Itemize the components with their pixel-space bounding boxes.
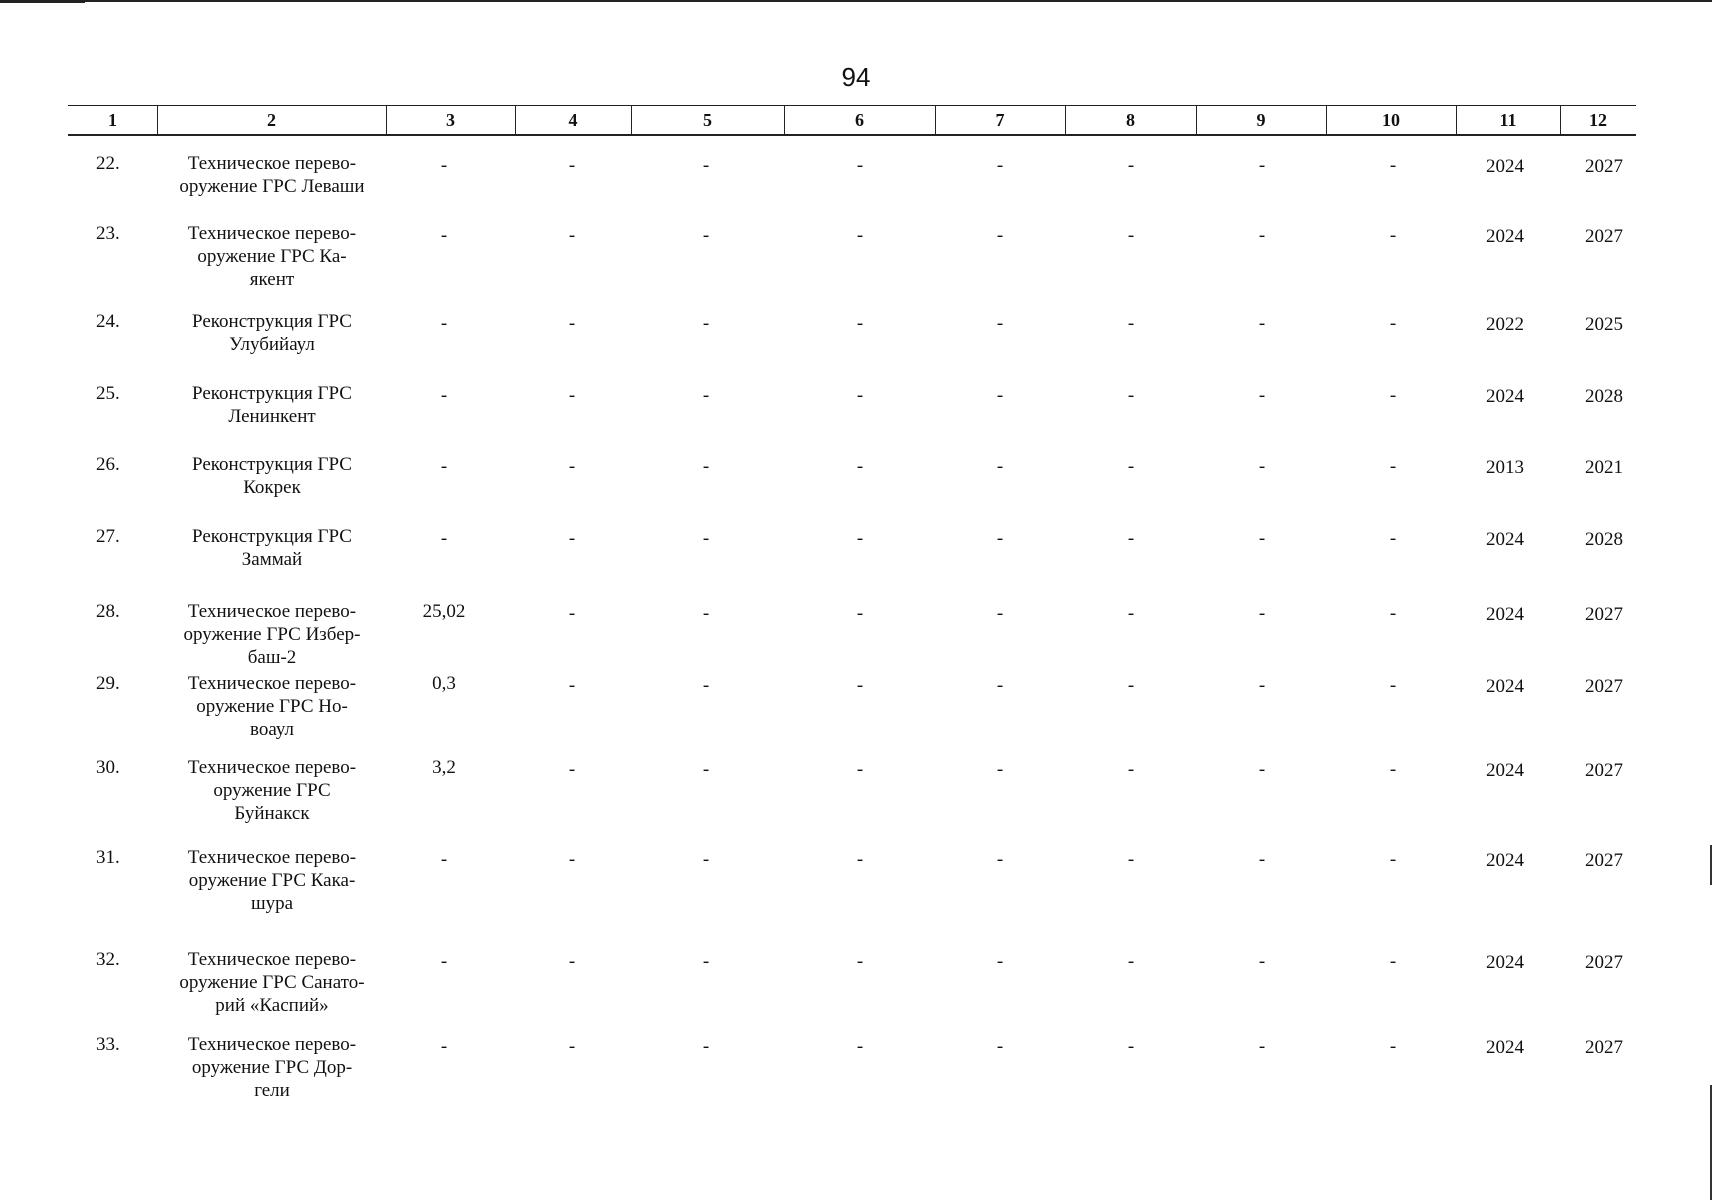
object-name-line: Реконструкция ГРС xyxy=(192,454,352,475)
value-c6: - xyxy=(856,313,864,334)
scan-top-line xyxy=(0,0,1712,2)
object-name-line: шура xyxy=(250,893,294,914)
value-c3: 3,2 xyxy=(432,757,456,778)
value-c8: - xyxy=(1127,759,1135,780)
value-c4: - xyxy=(568,675,576,696)
column-divider xyxy=(386,106,387,134)
column-divider xyxy=(515,106,516,134)
value-c12: 2028 xyxy=(1585,386,1623,407)
value-c11: 2024 xyxy=(1486,952,1524,973)
value-c10: - xyxy=(1389,849,1397,870)
column-divider xyxy=(1456,106,1457,134)
column-header-3: 3 xyxy=(446,110,455,130)
value-c3: - xyxy=(440,155,448,176)
value-c3: - xyxy=(440,1036,448,1057)
object-name-line: рий «Каспий» xyxy=(215,995,329,1016)
value-c11: 2024 xyxy=(1486,1037,1524,1058)
value-c5: - xyxy=(702,313,710,334)
object-name xyxy=(162,600,382,669)
object-name xyxy=(162,382,382,428)
row-number: 29. xyxy=(96,673,120,694)
value-c4: - xyxy=(568,603,576,624)
value-c4: - xyxy=(568,759,576,780)
object-name-line: оружение ГРС Леваши xyxy=(179,176,365,197)
value-c7: - xyxy=(996,528,1004,549)
value-c7: - xyxy=(996,456,1004,477)
value-c11: 2013 xyxy=(1486,457,1524,478)
object-name-line: оружение ГРС Санато- xyxy=(179,972,365,993)
object-name-line: Техническое перево- xyxy=(187,757,357,778)
value-c9: - xyxy=(1258,385,1266,406)
column-header-5: 5 xyxy=(703,110,712,130)
value-c10: - xyxy=(1389,155,1397,176)
object-name xyxy=(162,672,382,741)
value-c7: - xyxy=(996,313,1004,334)
value-c10: - xyxy=(1389,951,1397,972)
value-c3: - xyxy=(440,225,448,246)
value-c6: - xyxy=(856,603,864,624)
value-c3: - xyxy=(440,456,448,477)
object-name-line: Техническое перево- xyxy=(187,601,357,622)
object-name-line: гели xyxy=(254,1080,290,1101)
column-divider xyxy=(935,106,936,134)
value-c6: - xyxy=(856,951,864,972)
value-c5: - xyxy=(702,1036,710,1057)
value-c3: 0,3 xyxy=(432,673,456,694)
value-c7: - xyxy=(996,603,1004,624)
object-name xyxy=(162,756,382,825)
object-name-line: Реконструкция ГРС xyxy=(192,526,352,547)
row-number: 30. xyxy=(96,757,120,778)
value-c3: 25,02 xyxy=(422,601,466,622)
value-c8: - xyxy=(1127,675,1135,696)
value-c5: - xyxy=(702,528,710,549)
value-c9: - xyxy=(1258,313,1266,334)
object-name-line: Техническое перево- xyxy=(187,847,357,868)
object-name-line: Реконструкция ГРС xyxy=(192,311,352,332)
value-c4: - xyxy=(568,155,576,176)
column-header-8: 8 xyxy=(1126,110,1135,130)
value-c5: - xyxy=(702,675,710,696)
object-name-line: оружение ГРС xyxy=(213,780,331,801)
value-c7: - xyxy=(996,759,1004,780)
column-header-2: 2 xyxy=(267,110,276,130)
column-divider xyxy=(1560,106,1561,134)
object-name xyxy=(162,152,382,198)
value-c5: - xyxy=(702,759,710,780)
value-c8: - xyxy=(1127,603,1135,624)
object-name-line: Техническое перево- xyxy=(187,949,357,970)
value-c6: - xyxy=(856,1036,864,1057)
value-c3: - xyxy=(440,313,448,334)
value-c11: 2024 xyxy=(1486,850,1524,871)
value-c11: 2024 xyxy=(1486,226,1524,247)
value-c10: - xyxy=(1389,528,1397,549)
value-c12: 2027 xyxy=(1585,226,1623,247)
object-name-line: Буйнакск xyxy=(234,803,310,824)
value-c8: - xyxy=(1127,385,1135,406)
value-c12: 2025 xyxy=(1585,314,1623,335)
value-c12: 2028 xyxy=(1585,529,1623,550)
object-name xyxy=(162,310,382,356)
value-c9: - xyxy=(1258,155,1266,176)
value-c9: - xyxy=(1258,528,1266,549)
value-c7: - xyxy=(996,951,1004,972)
column-header-7: 7 xyxy=(995,110,1005,130)
value-c7: - xyxy=(996,675,1004,696)
value-c6: - xyxy=(856,675,864,696)
value-c5: - xyxy=(702,456,710,477)
value-c8: - xyxy=(1127,849,1135,870)
value-c6: - xyxy=(856,528,864,549)
column-divider xyxy=(1196,106,1197,134)
object-name-line: Техническое перево- xyxy=(187,223,357,244)
object-name-line: Заммай xyxy=(241,549,303,570)
column-divider xyxy=(1326,106,1327,134)
value-c6: - xyxy=(856,155,864,176)
table-header-row xyxy=(68,105,1636,136)
value-c12: 2027 xyxy=(1585,676,1623,697)
value-c10: - xyxy=(1389,1036,1397,1057)
column-divider xyxy=(631,106,632,134)
value-c3: - xyxy=(440,951,448,972)
row-number: 33. xyxy=(96,1034,120,1055)
column-divider xyxy=(1065,106,1066,134)
row-number: 25. xyxy=(96,383,120,404)
column-header-11: 11 xyxy=(1499,110,1517,130)
object-name-line: Ленинкент xyxy=(228,406,316,427)
object-name xyxy=(162,948,382,1017)
scan-top-line-thick xyxy=(0,0,85,3)
value-c9: - xyxy=(1258,759,1266,780)
value-c12: 2027 xyxy=(1585,850,1623,871)
value-c12: 2027 xyxy=(1585,760,1623,781)
value-c9: - xyxy=(1258,603,1266,624)
value-c4: - xyxy=(568,849,576,870)
value-c8: - xyxy=(1127,456,1135,477)
object-name-line: оружение ГРС Дор- xyxy=(191,1057,353,1078)
value-c10: - xyxy=(1389,603,1397,624)
value-c12: 2027 xyxy=(1585,156,1623,177)
value-c3: - xyxy=(440,849,448,870)
value-c3: - xyxy=(440,385,448,406)
object-name xyxy=(162,525,382,571)
row-number: 32. xyxy=(96,949,120,970)
value-c5: - xyxy=(702,603,710,624)
row-number: 31. xyxy=(96,847,120,868)
object-name-line: Улубийаул xyxy=(229,334,315,355)
value-c11: 2024 xyxy=(1486,156,1524,177)
row-number: 23. xyxy=(96,223,120,244)
value-c11: 2022 xyxy=(1486,314,1524,335)
value-c8: - xyxy=(1127,225,1135,246)
value-c8: - xyxy=(1127,313,1135,334)
object-name-line: оружение ГРС Ка- xyxy=(197,246,347,267)
column-header-12: 12 xyxy=(1589,110,1607,130)
value-c4: - xyxy=(568,225,576,246)
value-c9: - xyxy=(1258,849,1266,870)
value-c3: - xyxy=(440,528,448,549)
value-c7: - xyxy=(996,849,1004,870)
value-c8: - xyxy=(1127,951,1135,972)
column-header-9: 9 xyxy=(1256,110,1266,130)
value-c7: - xyxy=(996,1036,1004,1057)
object-name xyxy=(162,1033,382,1102)
value-c10: - xyxy=(1389,675,1397,696)
column-header-10: 10 xyxy=(1382,110,1400,130)
row-number: 26. xyxy=(96,454,120,475)
value-c12: 2021 xyxy=(1585,457,1623,478)
value-c4: - xyxy=(568,951,576,972)
value-c4: - xyxy=(568,528,576,549)
value-c5: - xyxy=(702,385,710,406)
object-name xyxy=(162,846,382,915)
object-name-line: оружение ГРС Но- xyxy=(196,696,348,717)
object-name-line: Кокрек xyxy=(243,477,301,498)
value-c11: 2024 xyxy=(1486,676,1524,697)
value-c9: - xyxy=(1258,951,1266,972)
value-c9: - xyxy=(1258,1036,1266,1057)
value-c8: - xyxy=(1127,528,1135,549)
value-c6: - xyxy=(856,759,864,780)
object-name-line: Реконструкция ГРС xyxy=(192,383,352,404)
page-number: 94 xyxy=(841,62,871,92)
value-c10: - xyxy=(1389,759,1397,780)
value-c6: - xyxy=(856,385,864,406)
value-c5: - xyxy=(702,849,710,870)
value-c11: 2024 xyxy=(1486,604,1524,625)
value-c5: - xyxy=(702,155,710,176)
value-c10: - xyxy=(1389,225,1397,246)
value-c9: - xyxy=(1258,675,1266,696)
object-name-line: баш-2 xyxy=(247,647,297,668)
object-name xyxy=(162,453,382,499)
object-name-line: Техническое перево- xyxy=(187,1034,357,1055)
object-name-line: воаул xyxy=(250,719,294,740)
value-c9: - xyxy=(1258,225,1266,246)
value-c4: - xyxy=(568,313,576,334)
value-c11: 2024 xyxy=(1486,760,1524,781)
object-name-line: оружение ГРС Кака- xyxy=(188,870,356,891)
value-c8: - xyxy=(1127,1036,1135,1057)
value-c12: 2027 xyxy=(1585,1037,1623,1058)
column-header-6: 6 xyxy=(855,110,864,130)
value-c6: - xyxy=(856,849,864,870)
value-c5: - xyxy=(702,951,710,972)
row-number: 22. xyxy=(96,153,120,174)
value-c8: - xyxy=(1127,155,1135,176)
value-c7: - xyxy=(996,385,1004,406)
column-header-1: 1 xyxy=(108,110,117,130)
column-divider xyxy=(157,106,158,134)
value-c7: - xyxy=(996,225,1004,246)
value-c7: - xyxy=(996,155,1004,176)
object-name-line: Техническое перево- xyxy=(187,673,357,694)
value-c10: - xyxy=(1389,385,1397,406)
row-number: 27. xyxy=(96,526,120,547)
value-c6: - xyxy=(856,456,864,477)
value-c4: - xyxy=(568,456,576,477)
value-c6: - xyxy=(856,225,864,246)
row-number: 24. xyxy=(96,311,120,332)
value-c10: - xyxy=(1389,313,1397,334)
value-c5: - xyxy=(702,225,710,246)
row-number: 28. xyxy=(96,601,120,622)
value-c12: 2027 xyxy=(1585,604,1623,625)
value-c11: 2024 xyxy=(1486,529,1524,550)
object-name-line: оружение ГРС Избер- xyxy=(183,624,361,645)
value-c11: 2024 xyxy=(1486,386,1524,407)
object-name xyxy=(162,222,382,291)
value-c9: - xyxy=(1258,456,1266,477)
value-c4: - xyxy=(568,1036,576,1057)
value-c10: - xyxy=(1389,456,1397,477)
column-header-4: 4 xyxy=(568,110,578,130)
object-name-line: якент xyxy=(249,269,295,290)
value-c4: - xyxy=(568,385,576,406)
column-divider xyxy=(784,106,785,134)
value-c12: 2027 xyxy=(1585,952,1623,973)
object-name-line: Техническое перево- xyxy=(187,153,357,174)
